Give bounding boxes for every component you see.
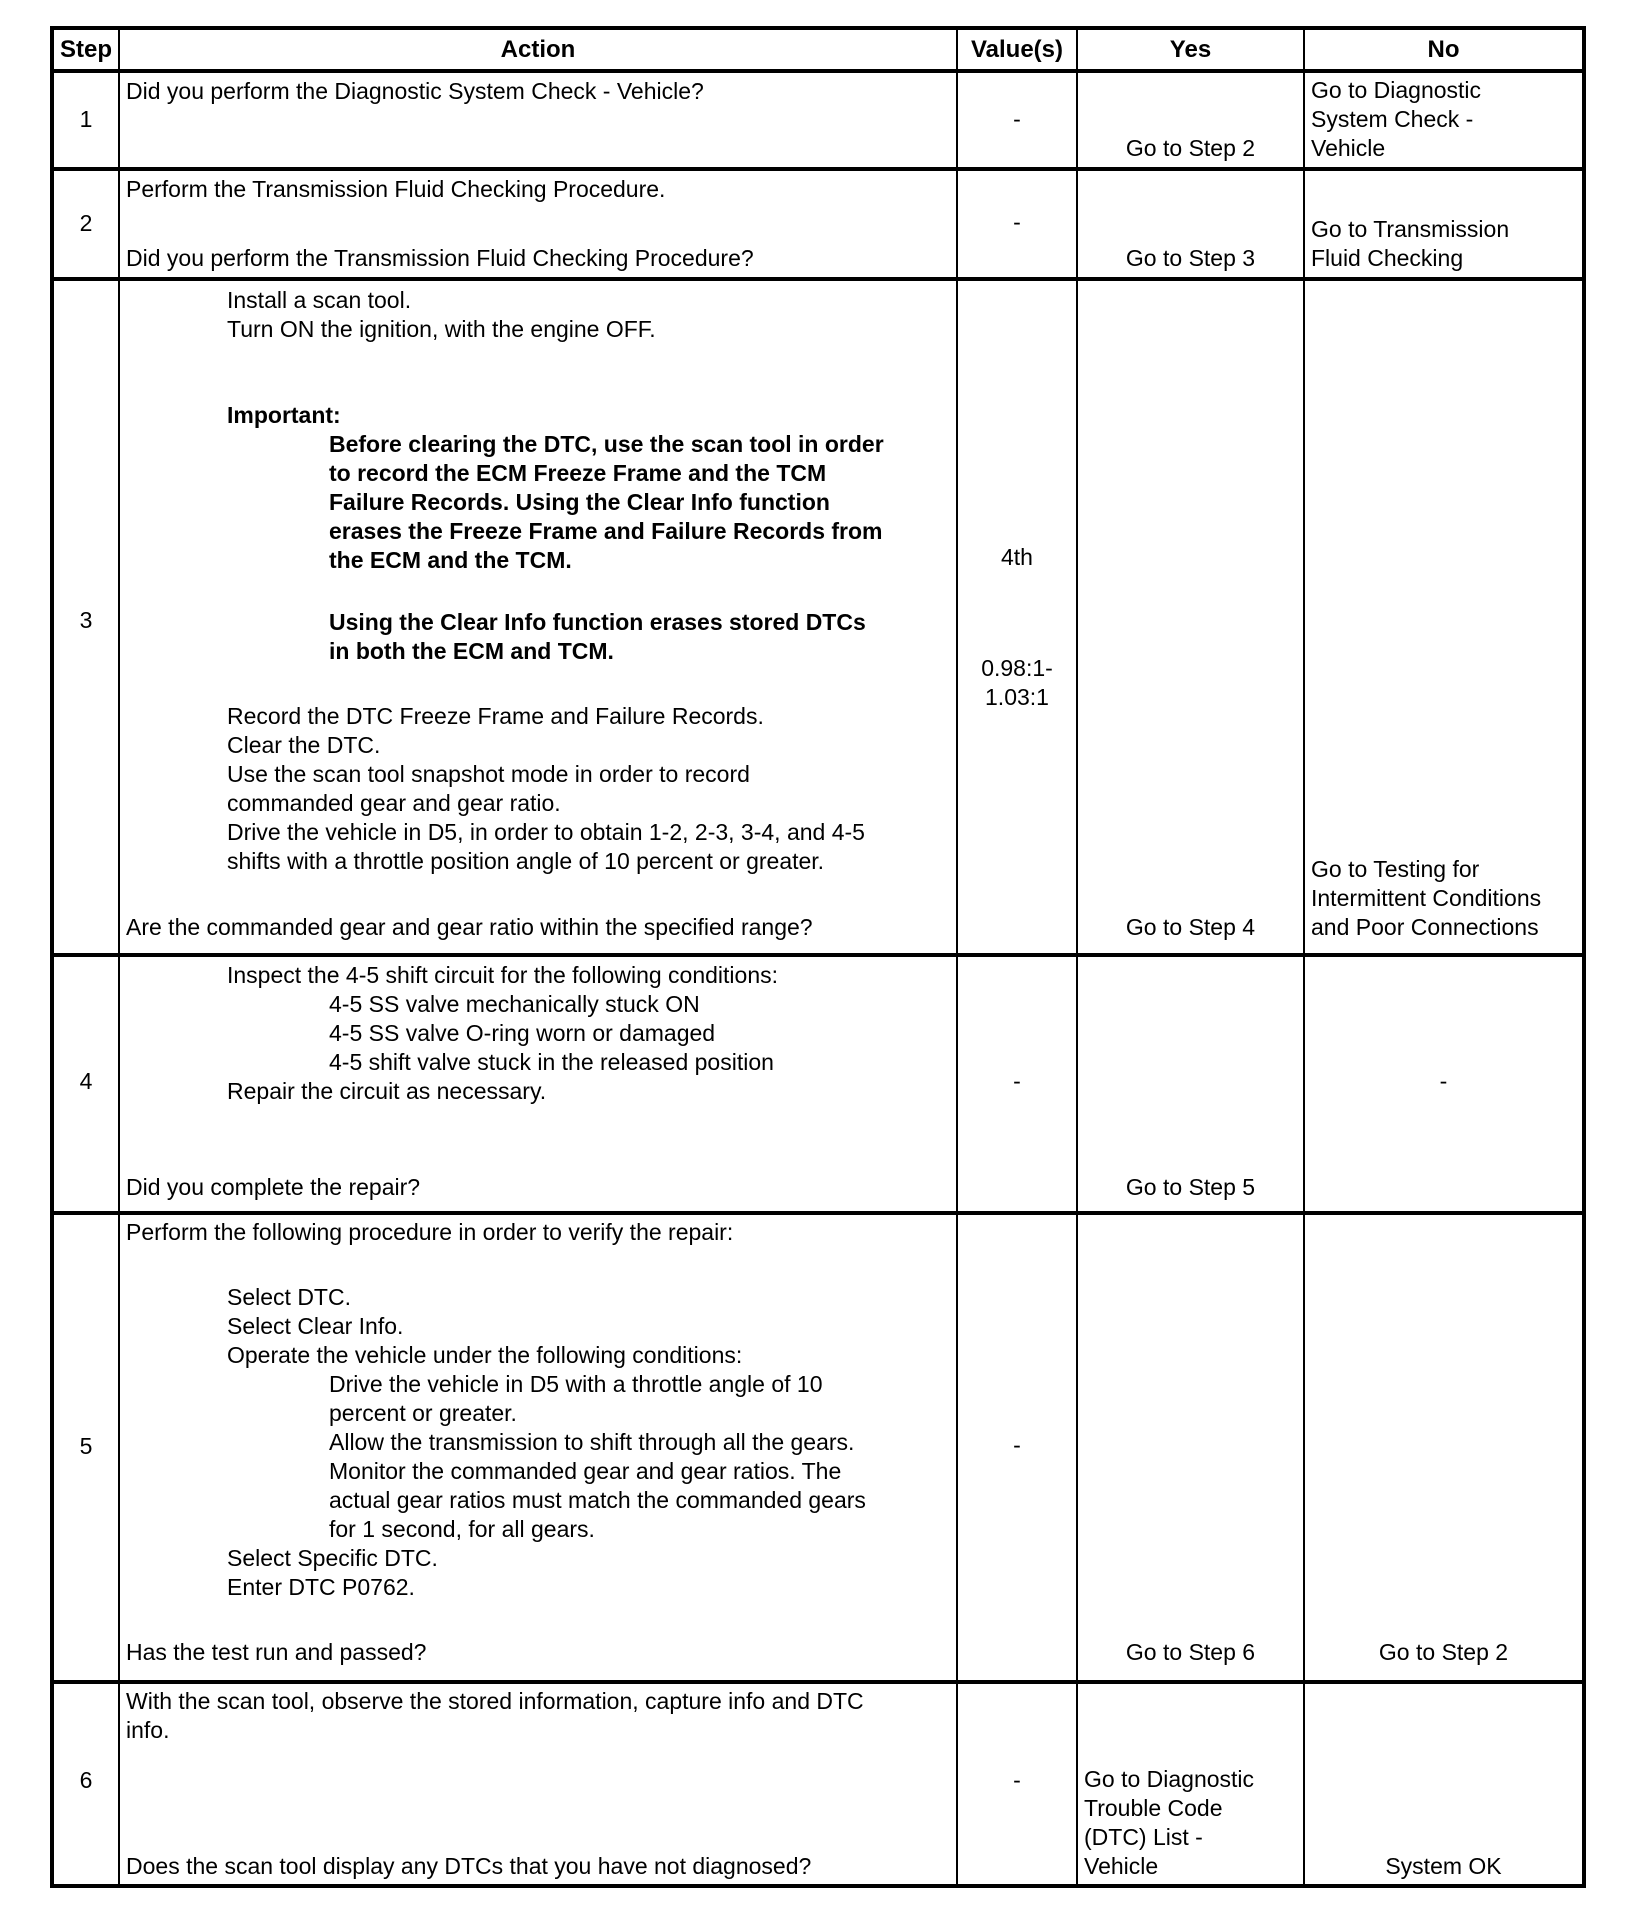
action-condition: Allow the transmission to shift through all the gears. [329,1429,855,1455]
value-cell [958,171,1076,277]
yes-text: Go to Step 5 [1125,1174,1256,1200]
no-text: Fluid Checking [1311,245,1464,271]
no-cell [1305,1215,1582,1680]
no-cell [1305,1684,1582,1888]
action-condition: actual gear ratios must match the commanded gears [329,1487,866,1513]
no-cell [1305,171,1582,277]
header-step [54,30,118,69]
value-text: - [1013,106,1021,132]
value-text: - [1013,1068,1021,1094]
action-condition: 4-5 SS valve O-ring worn or damaged [329,1020,716,1046]
header-no-label: No [1427,35,1460,63]
value-text: - [1013,1767,1021,1793]
action-step: Use the scan tool snapshot mode in order to record [227,761,750,787]
step-number: 2 [79,210,93,236]
no-text: Go to Transmission [1311,216,1510,242]
action-instruction: Perform the Transmission Fluid Checking Procedure. [126,176,666,202]
step-number: 1 [79,106,93,132]
header-yes [1078,30,1303,69]
action-question: Did you complete the repair? [126,1174,421,1200]
table-row [54,1684,118,1888]
no-text: Intermittent Conditions [1311,885,1542,911]
no-cell [1305,73,1582,167]
action-step: Drive the vehicle in D5, in order to obtain 1-2, 2-3, 3-4, and 4-5 [227,819,865,845]
value-cell [958,73,1076,167]
step-number: 3 [79,607,93,633]
important-text: the ECM and the TCM. [329,547,572,573]
no-cell [1305,957,1582,1211]
no-text: Go to Step 2 [1378,1639,1509,1665]
action-condition: 4-5 shift valve stuck in the released position [329,1049,774,1075]
important-label: Important: [227,402,341,428]
yes-cell [1078,73,1303,167]
table-row [54,1215,118,1680]
header-step-label: Step [59,35,112,63]
no-text: Vehicle [1311,135,1386,161]
value-text: - [1013,209,1021,235]
action-step: Enter DTC P0762. [227,1574,415,1600]
header-values [958,30,1076,69]
action-step: Install a scan tool. [227,287,412,313]
yes-cell [1078,1684,1303,1888]
value-cell [958,1684,1076,1888]
important-text: in both the ECM and TCM. [329,638,614,664]
table-row [54,171,118,277]
yes-text: (DTC) List - [1084,1824,1203,1850]
diagnostic-table [50,26,1586,1888]
no-text: Go to Testing for [1311,856,1480,882]
action-question: Are the commanded gear and gear ratio within the specified range? [126,914,813,940]
action-step: Inspect the 4-5 shift circuit for the following conditions: [227,962,779,988]
action-condition: Drive the vehicle in D5 with a throttle angle of 10 [329,1371,823,1397]
table-row [54,281,118,953]
header-no [1305,30,1582,69]
no-cell [1305,281,1582,953]
yes-text: Go to Step 6 [1125,1639,1256,1665]
important-text: Failure Records. Using the Clear Info function [329,489,830,515]
action-step: commanded gear and gear ratio. [227,790,561,816]
action-step: Clear the DTC. [227,732,381,758]
action-instruction: Perform the following procedure in order to verify the repair: [126,1219,734,1245]
action-question: Has the test run and passed? [126,1639,427,1665]
value-ratio: 0.98:1- [981,655,1053,681]
action-step: Turn ON the ignition, with the engine OFF. [227,316,656,342]
no-text: System Check - [1311,106,1474,132]
table-row [54,73,118,167]
yes-text: Go to Step 2 [1125,135,1256,161]
action-question: Did you perform the Transmission Fluid Checking Procedure? [126,245,754,271]
action-step: Select Specific DTC. [227,1545,438,1571]
yes-text: Trouble Code [1084,1795,1223,1821]
step-number: 5 [79,1433,93,1459]
yes-text: Go to Step 3 [1125,245,1256,271]
action-instruction: info. [126,1717,170,1743]
yes-cell [1078,171,1303,277]
yes-text: Go to Diagnostic [1084,1766,1255,1792]
value-gear: 4th [1001,544,1033,570]
important-text: Using the Clear Info function erases stored DTCs [329,609,866,635]
action-cell [120,73,956,167]
action-cell [120,281,956,953]
important-text: Before clearing the DTC, use the scan tool in order [329,431,884,457]
no-text: Go to Diagnostic [1311,77,1482,103]
step-number: 6 [79,1767,93,1793]
no-text: System OK [1385,1853,1502,1879]
action-step: Select Clear Info. [227,1313,404,1339]
important-text: to record the ECM Freeze Frame and the TCM [329,460,827,486]
action-condition: percent or greater. [329,1400,517,1426]
value-cell [958,957,1076,1211]
yes-text: Vehicle [1084,1853,1159,1879]
value-cell [958,281,1076,953]
step-number: 4 [79,1068,93,1094]
action-condition: Monitor the commanded gear and gear ratios. The [329,1458,842,1484]
value-text: - [1013,1432,1021,1458]
action-step: Select DTC. [227,1284,351,1310]
action-question: Did you perform the Diagnostic System Check - Vehicle? [126,78,704,104]
action-step: Repair the circuit as necessary. [227,1078,547,1104]
action-cell [120,171,956,277]
yes-cell [1078,1215,1303,1680]
value-cell [958,1215,1076,1680]
yes-cell [1078,281,1303,953]
action-question: Does the scan tool display any DTCs that you have not diagnosed? [126,1853,812,1879]
header-yes-label: Yes [1169,35,1212,63]
action-cell [120,957,956,1211]
action-instruction: With the scan tool, observe the stored information, capture info and DTC [126,1688,864,1714]
no-text: - [1439,1068,1448,1094]
action-condition: for 1 second, for all gears. [329,1516,595,1542]
yes-cell [1078,957,1303,1211]
value-ratio: 1.03:1 [985,684,1049,710]
action-cell [120,1215,956,1680]
action-cell [120,1684,956,1888]
action-step: shifts with a throttle position angle of 10 percent or greater. [227,848,825,874]
yes-text: Go to Step 4 [1125,914,1256,940]
no-text: and Poor Connections [1311,914,1539,940]
header-action [120,30,956,69]
action-step: Operate the vehicle under the following conditions: [227,1342,743,1368]
table-row [54,957,118,1211]
header-action-label: Action [500,35,576,63]
header-values-label: Value(s) [970,35,1064,63]
important-text: erases the Freeze Frame and Failure Records from [329,518,883,544]
action-step: Record the DTC Freeze Frame and Failure Records. [227,703,764,729]
action-condition: 4-5 SS valve mechanically stuck ON [329,991,700,1017]
